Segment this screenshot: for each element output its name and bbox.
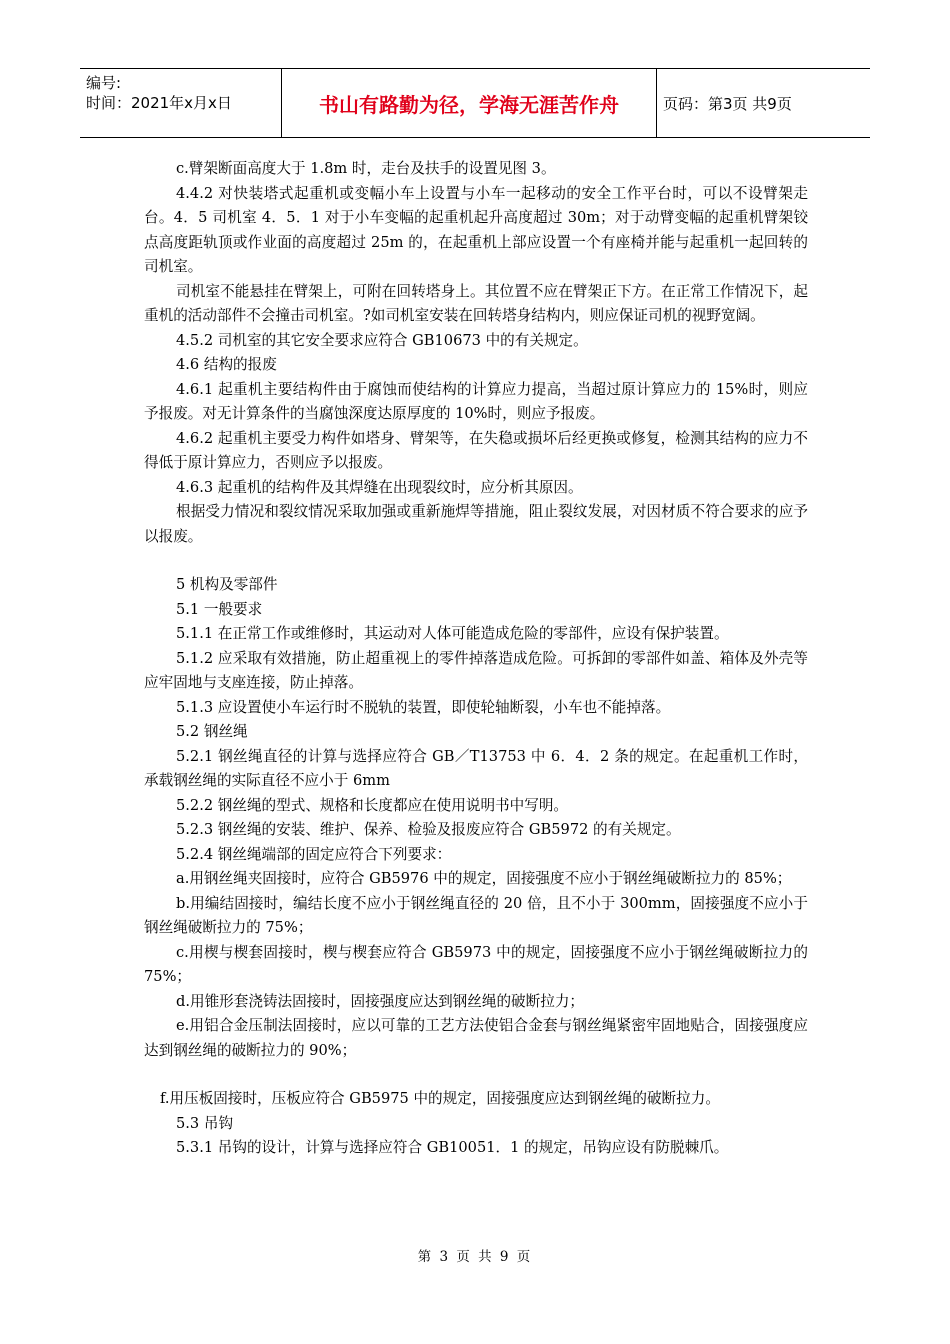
header-page-info: 页码：第3页 共9页 (663, 94, 792, 113)
paragraph: 5.2.3 钢丝绳的安装、维护、保养、检验及报废应符合 GB5972 的有关规定。 (176, 821, 681, 838)
paragraph: 4.6.1 起重机主要结构件由于腐蚀而使结构的计算应力提高，当超过原计算应力的 15%时，则应予报废。对无计算条件的当腐蚀深度达原厚度的 10%时，则应予报废。 (144, 380, 808, 422)
list-item: c.用楔与楔套固接时，楔与楔套应符合 GB5973 中的规定，固接强度不应小于钢丝绳破断拉力的 75%； (144, 943, 808, 985)
paragraph: 4.5.2 司机室的其它安全要求应符合 GB10673 中的有关规定。 (176, 331, 588, 349)
paragraph: 4.4.2 对快装塔式起重机或变幅小车上设置与小车一起移动的安全工作平台时，可以不设臂架走台。4．5 司机室 4．5．1 对于小车变幅的起重机起升高度超过 30m；对于动臂变幅的起重机臂架铰点高度距轨顶或作业面的高度超过 25m 的，在起重机上部应设置一个有座椅并能与起重机一起回转的司机室。 (144, 184, 808, 275)
list-item: b.用编结固接时，编结长度不应小于钢丝绳直径的 20 倍，且不小于 300mm，固接强度不应小于钢丝绳破断拉力的 75%； (144, 894, 808, 936)
paragraph: 5.1.3 应设置使小车运行时不脱轨的装置，即使轮轴断裂，小车也不能掉落。 (176, 698, 671, 716)
paragraph: 5.1.2 应采取有效措施，防止超重视上的零件掉落造成危险。可拆卸的零部件如盖、箱体及外壳等应牢固地与支座连接，防止掉落。 (144, 649, 808, 691)
document-date: 时间：2021年x月x日 (86, 94, 232, 112)
list-item: f.用压板固接时，压板应符合 GB5975 中的规定，固接强度应达到钢丝绳的破断拉力。 (160, 1090, 720, 1107)
document-number-label: 编号: (86, 74, 122, 92)
section-heading: 5.2 钢丝绳 (176, 723, 248, 740)
paragraph: 5.2.2 钢丝绳的型式、规格和长度都应在使用说明书中写明。 (176, 796, 569, 814)
section-heading: 4.6 结构的报废 (176, 356, 277, 373)
section-heading: 5 机构及零部件 (176, 576, 278, 593)
section-heading: 5.1 一般要求 (176, 600, 263, 618)
paragraph: 司机室不能悬挂在臂架上，可附在回转塔身上。其位置不应在臂架正下方。在正常工作情况下，起重机的活动部件不会撞击司机室。?如司机室安装在回转塔身结构内，则应保证司机的视野宽阔。 (144, 282, 808, 324)
paragraph: 5.1.1 在正常工作或维修时，其运动对人体可能造成危险的零部件，应设有保护装置。 (176, 625, 729, 642)
document-body (144, 157, 808, 1161)
paragraph: 5.2.1 钢丝绳直径的计算与选择应符合 GB／T13753 中 6．4．2 条的规定。在起重机工作时，承载钢丝绳的实际直径不应小于 6mm (144, 747, 808, 789)
header-meta (80, 69, 282, 137)
paragraph: 根据受力情况和裂纹情况采取加强或重新施焊等措施，阻止裂纹发展，对因材质不符合要求的应予以报废。 (144, 503, 808, 545)
list-item: d.用锥形套浇铸法固接时，固接强度应达到钢丝绳的破断拉力； (176, 992, 585, 1010)
page-footer: 第 3 页 共 9 页 (417, 1249, 533, 1265)
paragraph: 4.6.3 起重机的结构件及其焊缝在出现裂纹时，应分析其原因。 (176, 478, 583, 496)
list-item: e.用铝合金压制法固接时，应以可靠的工艺方法使铝合金套与钢丝绳紧密牢固地贴合，固接强度应达到钢丝绳的破断拉力的 90%； (144, 1017, 808, 1059)
section-heading: 5.3 吊钩 (176, 1114, 234, 1132)
paragraph: 5.2.4 钢丝绳端部的固定应符合下列要求： (176, 845, 452, 863)
list-item: a.用钢丝绳夹固接时，应符合 GB5976 中的规定，固接强度不应小于钢丝绳破断拉力的 85%； (176, 870, 792, 887)
paragraph: c.臂架断面高度大于 1.8m 时，走台及扶手的设置见图 3。 (176, 160, 556, 177)
paragraph: 5.3.1 吊钩的设计，计算与选择应符合 GB10051．1 的规定，吊钩应设有防脱棘爪。 (176, 1139, 729, 1156)
paragraph: 4.6.2 起重机主要受力构件如塔身、臂架等，在失稳或损坏后经更换或修复，检测其结构的应力不得低于原计算应力，否则应予以报废。 (144, 429, 808, 471)
page-header (80, 68, 870, 138)
header-motto: 书山有路勤为径，学海无涯苦作舟 (282, 69, 657, 137)
